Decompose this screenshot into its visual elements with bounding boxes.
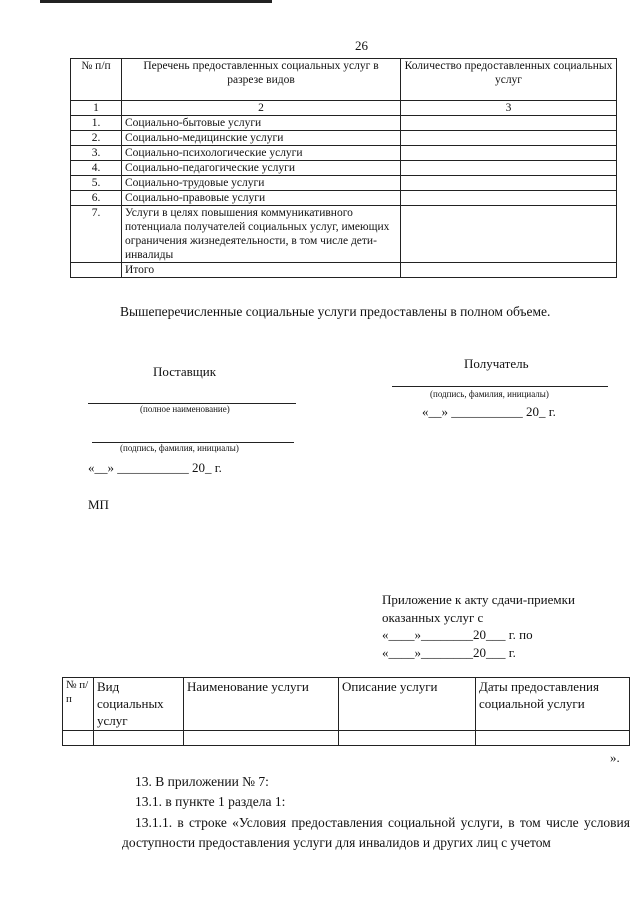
header-services: Перечень предоставленных социальных услуг в разрезе видов [122,59,401,101]
statement-text: Вышеперечисленные социальные услуги предоставлены в полном объеме. [120,304,551,319]
row-name: Социально-правовые услуги [122,191,401,206]
appendix-cell [339,731,476,746]
row-num: 1. [71,116,122,131]
appendix-header-row [63,678,630,731]
appendix-header-description: Описание услуги [339,678,476,731]
row-qty [401,206,617,263]
header-quantity: Количество предоставленных социальных услуг [401,59,617,101]
amendment-13-1: 13.1. в пункте 1 раздела 1: [135,794,286,809]
table-row [71,116,617,131]
top-rule [40,0,272,3]
index-3: 3 [401,101,617,116]
row-num: 7. [71,206,122,263]
total-num [71,263,122,278]
row-qty [401,176,617,191]
index-2: 2 [122,101,401,116]
row-num: 4. [71,161,122,176]
header-num: № п/п [71,59,122,101]
table-row [71,206,617,263]
row-name: Услуги в целях повышения коммуникативного потенциала получателей социальных услуг, имеющих ограничения жизнедеятельности, в том числе дети-инвалиды [122,206,401,263]
row-qty [401,161,617,176]
page-number: 26 [355,38,368,53]
table-index-row [71,101,617,116]
amendment-13-1-1: 13.1.1. в строке «Условия предоставления социальной услуги, в том числе условия доступности предоставления услуги для инвалидов и других лиц с учетом [122,815,630,850]
table-row [71,176,617,191]
row-num: 6. [71,191,122,206]
row-name: Социально-бытовые услуги [122,116,401,131]
appendix-line-1: Приложение к акту сдачи-приемки [382,592,575,607]
row-num: 2. [71,131,122,146]
appendix-line-2: оказанных услуг с [382,610,484,625]
appendix-line-4: «____»________20___ г. [382,645,516,660]
recipient-title: Получатель [464,356,529,371]
table-row [71,131,617,146]
appendix-header-name: Наименование услуги [184,678,339,731]
appendix-header-dates: Даты предоставления социальной услуги [476,678,630,731]
appendix-line-3: «____»________20___ г. по [382,627,533,642]
appendix-cell [184,731,339,746]
row-name: Социально-медицинские услуги [122,131,401,146]
supplier-name-caption: (полное наименование) [140,404,230,414]
index-1: 1 [71,101,122,116]
row-name: Социально-трудовые услуги [122,176,401,191]
appendix-table [62,677,630,746]
table-row [63,731,630,746]
row-num: 3. [71,146,122,161]
table-total-row [71,263,617,278]
row-qty [401,131,617,146]
table-row [71,161,617,176]
row-num: 5. [71,176,122,191]
recipient-date: «__» ___________ 20_ г. [422,404,556,419]
appendix-cell [63,731,94,746]
amendment-13: 13. В приложении № 7: [135,774,269,789]
table-row [71,146,617,161]
row-qty [401,191,617,206]
total-qty [401,263,617,278]
row-name: Социально-психологические услуги [122,146,401,161]
supplier-date: «__» ___________ 20_ г. [88,460,222,475]
table-header-row [71,59,617,101]
services-table [70,58,617,278]
recipient-sign-line [392,386,608,387]
supplier-sign-caption: (подпись, фамилия, инициалы) [120,443,239,453]
row-qty [401,146,617,161]
total-label: Итого [122,263,401,278]
appendix-cell [94,731,184,746]
stamp-mark: МП [88,497,109,512]
appendix-header-type: Вид социальных услуг [94,678,184,731]
appendix-header-num: № п/п [63,678,94,731]
appendix-closing: ». [610,750,620,765]
recipient-sign-caption: (подпись, фамилия, инициалы) [430,389,549,399]
row-qty [401,116,617,131]
row-name: Социально-педагогические услуги [122,161,401,176]
supplier-title: Поставщик [153,364,217,379]
table-row [71,191,617,206]
appendix-cell [476,731,630,746]
